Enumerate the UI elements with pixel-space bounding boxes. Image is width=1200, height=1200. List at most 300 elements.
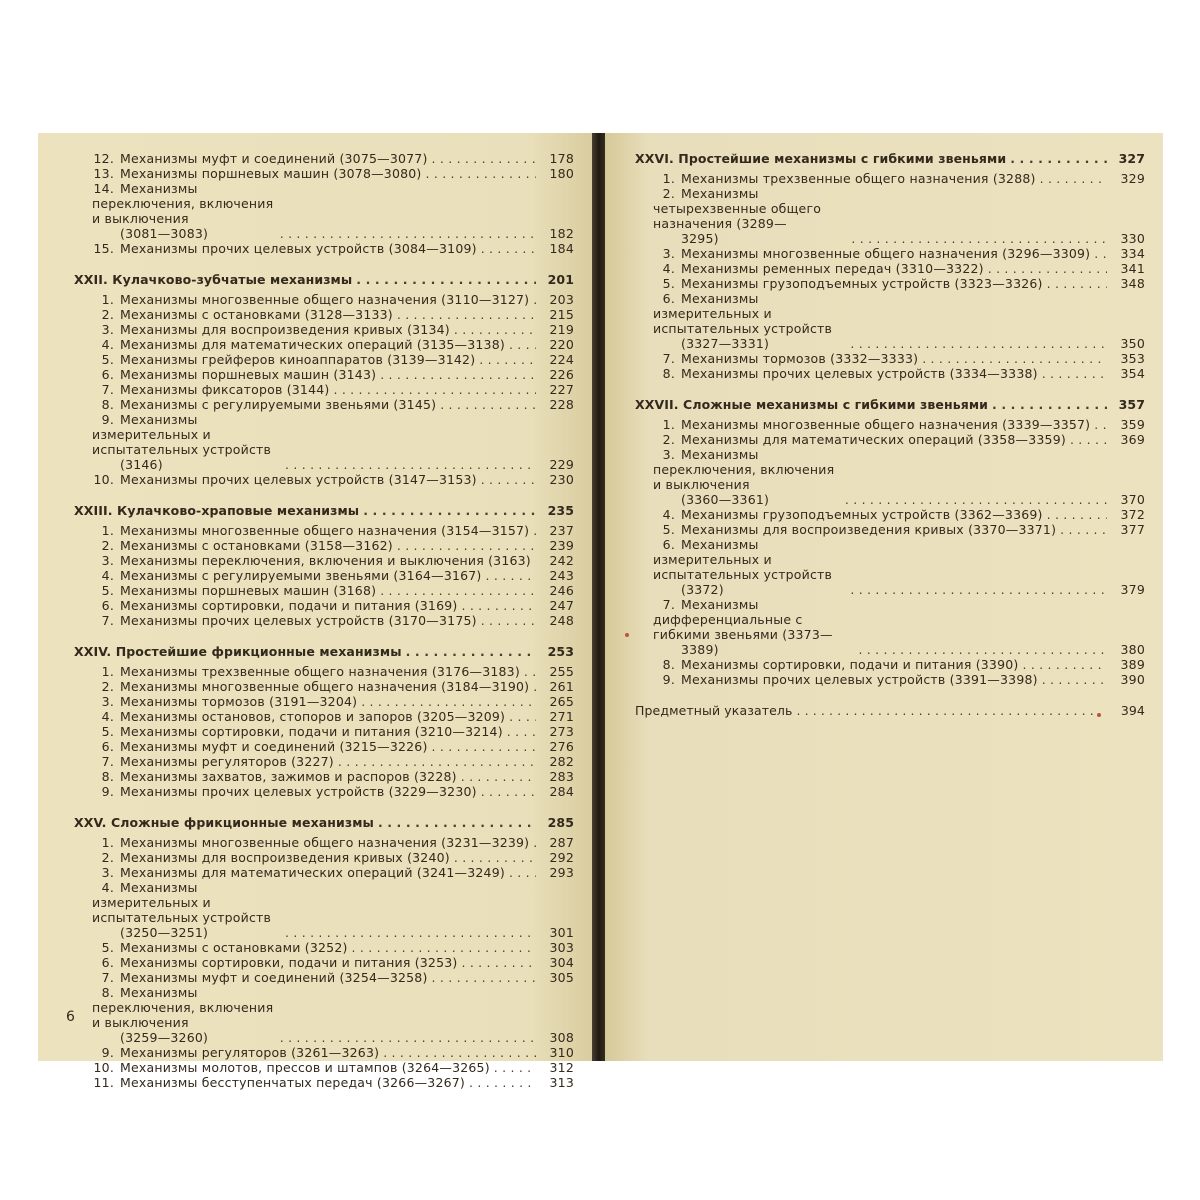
- toc-entry: [74, 151, 574, 166]
- dot-leader: [486, 568, 536, 583]
- entry-title: Механизмы для воспроизведения кривых (3134): [120, 322, 450, 337]
- entry-label: [92, 940, 348, 955]
- toc-entry: [635, 672, 1145, 687]
- entry-label: [92, 1060, 490, 1075]
- entry-page-number: 273: [549, 724, 574, 739]
- entry-page-number: 305: [549, 970, 574, 985]
- chapter-title: XXV. Сложные фрикционные механизмы: [74, 815, 374, 830]
- entry-label: [92, 382, 329, 397]
- entry-label: [92, 739, 428, 754]
- toc-entry: [74, 472, 574, 487]
- entry-label: [92, 553, 531, 568]
- entry-title-continuation: (3081—3083): [120, 226, 209, 241]
- entry-number: 9.: [101, 1045, 114, 1060]
- entry-label: [653, 261, 984, 276]
- entry-label: [92, 322, 450, 337]
- toc-entry: [635, 432, 1145, 447]
- entry-title: Механизмы сортировки, подачи и питания (3390): [681, 657, 1019, 672]
- toc-entry: [74, 568, 574, 583]
- entry-title: Механизмы прочих целевых устройств (3170—3175): [120, 613, 477, 628]
- dot-leader: [397, 307, 536, 322]
- entry-title: Механизмы многозвенные общего назначения (3184—3190): [120, 679, 530, 694]
- entry-page-number: 226: [549, 367, 574, 382]
- toc-entry: [74, 784, 574, 799]
- entry-label: [92, 709, 505, 724]
- entry-label: [92, 1045, 379, 1060]
- entry-page-number: 313: [549, 1075, 574, 1090]
- entry-number: 9.: [101, 784, 114, 799]
- entry-number: 8.: [101, 985, 114, 1000]
- entry-title-continuation: 3295): [681, 231, 719, 246]
- entry-label: [653, 672, 1038, 687]
- dot-leader: [481, 784, 536, 799]
- dot-leader: [1042, 366, 1107, 381]
- entry-label: [92, 292, 529, 307]
- chapter-title: Предметный указатель: [635, 703, 793, 718]
- entry-title: Механизмы для математических операций (3241—3249): [120, 865, 505, 880]
- entry-number: 2.: [662, 432, 675, 447]
- entry-page-number: 283: [549, 769, 574, 784]
- dot-leader: [280, 226, 536, 241]
- toc-entry: [74, 241, 574, 256]
- entry-title: Механизмы регуляторов (3261—3263): [120, 1045, 380, 1060]
- toc-entry: [74, 523, 574, 538]
- toc-entry: [74, 1045, 574, 1060]
- dot-leader: [454, 850, 536, 865]
- entry-label: [92, 367, 376, 382]
- entry-number: 8.: [101, 397, 114, 412]
- entry-page-number: 390: [1120, 672, 1145, 687]
- entry-page-number: 248: [549, 613, 574, 628]
- entry-number: 5.: [101, 724, 114, 739]
- entry-title: Механизмы регуляторов (3227): [120, 754, 334, 769]
- entry-number: 2.: [101, 679, 114, 694]
- toc-entry: [635, 291, 1145, 351]
- entry-number: 8.: [662, 657, 675, 672]
- entry-title: Механизмы переключения, включения и выключения: [92, 985, 274, 1030]
- entry-title: Механизмы измерительных и испытательных устройств: [92, 412, 272, 457]
- entry-label: [92, 568, 482, 583]
- entry-title: Механизмы трехзвенные общего назначения (3176—3183): [120, 664, 520, 679]
- entry-label: [92, 754, 334, 769]
- dot-leader: [988, 261, 1107, 276]
- entry-number: 4.: [101, 337, 114, 352]
- entry-label: [92, 166, 422, 181]
- toc-entry: [74, 1075, 574, 1090]
- entry-page-number: 287: [549, 835, 574, 850]
- entry-number: 3.: [101, 322, 114, 337]
- entry-title: Механизмы грузоподъемных устройств (3323—3326): [681, 276, 1043, 291]
- entry-label: [92, 397, 436, 412]
- entry-number: 6.: [662, 537, 675, 552]
- chapter-heading: [635, 397, 1145, 412]
- entry-label: [653, 276, 1043, 291]
- entry-label: [92, 598, 457, 613]
- chapter-page-number: 253: [547, 644, 574, 659]
- entry-title: Механизмы прочих целевых устройств (3391—3398): [681, 672, 1038, 687]
- entry-page-number: 242: [549, 553, 574, 568]
- dot-leader: [992, 397, 1107, 412]
- entry-page-number: 178: [549, 151, 574, 166]
- entry-page-number: 228: [549, 397, 574, 412]
- toc-entry: [74, 322, 574, 337]
- toc-entry: [635, 597, 1145, 657]
- chapter-heading: [74, 815, 574, 830]
- dot-leader: [1040, 171, 1107, 186]
- entry-title: Механизмы многозвенные общего назначения (3154—3157): [120, 523, 530, 538]
- dot-leader: [533, 292, 536, 307]
- dot-leader: [858, 642, 1107, 657]
- toc-entry: [74, 307, 574, 322]
- entry-number: 10.: [93, 472, 114, 487]
- entry-title: Механизмы для математических операций (3135—3138): [120, 337, 505, 352]
- entry-page-number: 247: [549, 598, 574, 613]
- entry-label: [653, 447, 841, 507]
- entry-title: Механизмы прочих целевых устройств (3084—3109): [120, 241, 477, 256]
- toc-entry: [74, 553, 574, 568]
- entry-number: 7.: [662, 597, 675, 612]
- entry-number: 12.: [93, 151, 114, 166]
- dot-leader: [285, 457, 536, 472]
- entry-page-number: 203: [549, 292, 574, 307]
- toc-entry: [74, 679, 574, 694]
- entry-label: [653, 246, 1090, 261]
- toc-entry: [74, 970, 574, 985]
- entry-title-continuation: (3372): [681, 582, 724, 597]
- entry-label: [653, 186, 847, 246]
- dot-leader: [280, 1030, 536, 1045]
- entry-label: [92, 769, 457, 784]
- toc-entry: [74, 940, 574, 955]
- entry-number: 2.: [101, 850, 114, 865]
- dot-leader: [533, 835, 536, 850]
- toc-entry: [74, 367, 574, 382]
- entry-page-number: 329: [1120, 171, 1145, 186]
- toc-entry: [635, 417, 1145, 432]
- toc-section: [74, 151, 574, 256]
- entry-title: Механизмы сортировки, подачи и питания (3169): [120, 598, 458, 613]
- dot-leader: [481, 241, 536, 256]
- dot-leader: [1094, 417, 1107, 432]
- entry-label: [653, 522, 1056, 537]
- entry-label: [92, 985, 276, 1045]
- entry-page-number: 359: [1120, 417, 1145, 432]
- entry-number: 3.: [662, 447, 675, 462]
- entry-title: Механизмы муфт и соединений (3075—3077): [120, 151, 428, 166]
- dot-leader: [1022, 657, 1107, 672]
- entry-page-number: 354: [1120, 366, 1145, 381]
- entry-number: 15.: [93, 241, 114, 256]
- chapter-heading: [74, 272, 574, 287]
- entry-title: Механизмы с регулируемыми звеньями (3164—3167): [120, 568, 482, 583]
- toc-section: [635, 151, 1145, 381]
- toc-entry: [74, 865, 574, 880]
- entry-number: 3.: [662, 246, 675, 261]
- entry-page-number: 310: [549, 1045, 574, 1060]
- entry-page-number: 389: [1120, 657, 1145, 672]
- entry-page-number: 239: [549, 538, 574, 553]
- entry-page-number: 341: [1120, 261, 1145, 276]
- toc-entry: [74, 835, 574, 850]
- dot-leader: [479, 352, 536, 367]
- dot-leader: [469, 1075, 536, 1090]
- toc-entry: [74, 337, 574, 352]
- entry-title-continuation: (3259—3260): [120, 1030, 209, 1045]
- dot-leader: [533, 523, 536, 538]
- dot-leader: [432, 739, 536, 754]
- dot-leader: [426, 166, 537, 181]
- entry-title: Механизмы для воспроизведения кривых (3240): [120, 850, 450, 865]
- dot-leader: [1070, 432, 1107, 447]
- entry-label: [653, 432, 1066, 447]
- toc-section: [74, 644, 574, 799]
- entry-label: [653, 351, 918, 366]
- entry-title: Механизмы фиксаторов (3144): [120, 382, 330, 397]
- entry-title: Механизмы сортировки, подачи и питания (3210—3214): [120, 724, 503, 739]
- dot-leader: [524, 664, 536, 679]
- entry-label: [653, 537, 846, 597]
- dot-leader: [507, 724, 536, 739]
- entry-page-number: 282: [549, 754, 574, 769]
- entry-page-number: 271: [549, 709, 574, 724]
- entry-number: 5.: [101, 352, 114, 367]
- entry-label: [653, 417, 1090, 432]
- entry-number: 4.: [101, 880, 114, 895]
- toc-entry: [74, 292, 574, 307]
- dot-leader: [535, 553, 536, 568]
- entry-page-number: 224: [549, 352, 574, 367]
- entry-page-number: 227: [549, 382, 574, 397]
- toc-entry: [74, 769, 574, 784]
- entry-label: [92, 538, 393, 553]
- chapter-heading: [74, 503, 574, 518]
- entry-title: Механизмы захватов, зажимов и распоров (3228): [120, 769, 457, 784]
- dot-leader: [1060, 522, 1107, 537]
- entry-page-number: 334: [1120, 246, 1145, 261]
- entry-page-number: 182: [549, 226, 574, 241]
- page-number: 6: [66, 1009, 75, 1025]
- entry-title: Механизмы поршневых машин (3078—3080): [120, 166, 422, 181]
- entry-number: 7.: [101, 970, 114, 985]
- entry-label: [92, 784, 477, 799]
- index-heading: [635, 703, 1145, 718]
- entry-title: Механизмы тормозов (3191—3204): [120, 694, 358, 709]
- entry-number: 5.: [101, 583, 114, 598]
- toc-entry: [74, 880, 574, 940]
- dot-leader: [363, 503, 536, 518]
- chapter-title: XXIV. Простейшие фрикционные механизмы: [74, 644, 402, 659]
- entry-page-number: 308: [549, 1030, 574, 1045]
- entry-title: Механизмы прочих целевых устройств (3147—3153): [120, 472, 477, 487]
- entry-number: 4.: [662, 507, 675, 522]
- chapter-page-number: 235: [547, 503, 574, 518]
- toc-section: [74, 815, 574, 1090]
- toc-entry: [635, 447, 1145, 507]
- entry-title: Механизмы грузоподъемных устройств (3362—3369): [681, 507, 1043, 522]
- entry-title: Механизмы прочих целевых устройств (3334—3338): [681, 366, 1038, 381]
- entry-page-number: 369: [1120, 432, 1145, 447]
- entry-page-number: 380: [1120, 642, 1145, 657]
- entry-title: Механизмы для математических операций (3358—3359): [681, 432, 1066, 447]
- entry-page-number: 219: [549, 322, 574, 337]
- toc-right-column: [635, 151, 1145, 734]
- entry-page-number: 229: [549, 457, 574, 472]
- entry-title: Механизмы переключения, включения и выключения (3163): [120, 553, 531, 568]
- entry-label: [92, 151, 428, 166]
- toc-entry: [74, 583, 574, 598]
- entry-label: [92, 412, 281, 472]
- dot-leader: [1094, 246, 1107, 261]
- entry-title-continuation: 3389): [681, 642, 719, 657]
- toc-entry: [74, 1060, 574, 1075]
- toc-section: [74, 272, 574, 487]
- dot-leader: [1047, 507, 1107, 522]
- entry-number: 8.: [662, 366, 675, 381]
- entry-title-continuation: (3146): [120, 457, 163, 472]
- entry-title: Механизмы для воспроизведения кривых (3370—3371): [681, 522, 1057, 537]
- paper-speck: [625, 633, 629, 637]
- entry-number: 1.: [101, 292, 114, 307]
- entry-number: 3.: [101, 865, 114, 880]
- entry-label: [92, 880, 281, 940]
- entry-title: Механизмы ременных передач (3310—3322): [681, 261, 984, 276]
- entry-title: Механизмы многозвенные общего назначения (3296—3309): [681, 246, 1091, 261]
- dot-leader: [494, 1060, 536, 1075]
- entry-title: Механизмы муфт и соединений (3215—3226): [120, 739, 428, 754]
- entry-page-number: 255: [549, 664, 574, 679]
- toc-entry: [74, 709, 574, 724]
- entry-title: Механизмы бесступенчатых передач (3266—3267): [120, 1075, 465, 1090]
- entry-page-number: 370: [1120, 492, 1145, 507]
- dot-leader: [850, 582, 1107, 597]
- dot-leader: [509, 709, 536, 724]
- entry-title: Механизмы поршневых машин (3168): [120, 583, 377, 598]
- entry-label: [92, 613, 477, 628]
- dot-leader: [533, 679, 536, 694]
- entry-number: 7.: [101, 382, 114, 397]
- toc-entry: [74, 985, 574, 1045]
- toc-entry: [74, 739, 574, 754]
- dot-leader: [383, 1045, 536, 1060]
- toc-section: [635, 397, 1145, 687]
- dot-leader: [356, 272, 536, 287]
- entry-title: Механизмы поршневых машин (3143): [120, 367, 377, 382]
- toc-entry: [74, 955, 574, 970]
- toc-entry: [74, 382, 574, 397]
- entry-page-number: 312: [549, 1060, 574, 1075]
- entry-page-number: 220: [549, 337, 574, 352]
- chapter-heading: [74, 644, 574, 659]
- entry-page-number: 243: [549, 568, 574, 583]
- entry-number: 9.: [101, 412, 114, 427]
- entry-number: 5.: [662, 276, 675, 291]
- entry-title-continuation: (3360—3361): [681, 492, 770, 507]
- dot-leader: [380, 583, 536, 598]
- toc-entry: [74, 694, 574, 709]
- toc-entry: [74, 850, 574, 865]
- entry-label: [92, 352, 475, 367]
- toc-section: [74, 503, 574, 628]
- entry-page-number: 293: [549, 865, 574, 880]
- entry-number: 1.: [101, 664, 114, 679]
- entry-page-number: 379: [1120, 582, 1145, 597]
- toc-entry: [74, 613, 574, 628]
- entry-label: [92, 970, 428, 985]
- entry-number: 2.: [101, 538, 114, 553]
- entry-title: Механизмы муфт и соединений (3254—3258): [120, 970, 428, 985]
- dot-leader: [481, 613, 536, 628]
- entry-number: 9.: [662, 672, 675, 687]
- left-page: [38, 133, 594, 1090]
- entry-number: 6.: [101, 739, 114, 754]
- entry-label: [92, 865, 505, 880]
- entry-number: 4.: [662, 261, 675, 276]
- entry-label: [653, 291, 846, 351]
- entry-page-number: 330: [1120, 231, 1145, 246]
- toc-entry: [74, 181, 574, 241]
- entry-title: Механизмы многозвенные общего назначения (3339—3357): [681, 417, 1091, 432]
- toc-entry: [635, 186, 1145, 246]
- entry-label: [92, 1075, 465, 1090]
- toc-entry: [635, 522, 1145, 537]
- entry-label: [92, 664, 520, 679]
- toc-entry: [74, 754, 574, 769]
- entry-label: [653, 507, 1043, 522]
- dot-leader: [440, 397, 536, 412]
- dot-leader: [461, 955, 536, 970]
- toc-entry: [635, 261, 1145, 276]
- dot-leader: [397, 538, 536, 553]
- entry-page-number: 284: [549, 784, 574, 799]
- entry-number: 7.: [101, 613, 114, 628]
- chapter-title: XXVII. Сложные механизмы с гибкими звеньями: [635, 397, 989, 412]
- entry-number: 5.: [101, 940, 114, 955]
- entry-label: [92, 181, 276, 241]
- dot-leader: [338, 754, 536, 769]
- entry-page-number: 292: [549, 850, 574, 865]
- entry-title: Механизмы с остановками (3158—3162): [120, 538, 393, 553]
- dot-leader: [509, 865, 536, 880]
- entry-label: [92, 337, 505, 352]
- dot-leader: [851, 231, 1107, 246]
- toc-entry: [635, 351, 1145, 366]
- entry-label: [92, 523, 529, 538]
- entry-title: Механизмы измерительных и испытательных устройств: [653, 291, 833, 336]
- entry-page-number: 276: [549, 739, 574, 754]
- dot-leader: [850, 336, 1107, 351]
- entry-number: 4.: [101, 568, 114, 583]
- entry-label: [653, 171, 1036, 186]
- dot-leader: [922, 351, 1107, 366]
- entry-number: 4.: [101, 709, 114, 724]
- dot-leader: [406, 644, 536, 659]
- entry-number: 1.: [662, 417, 675, 432]
- toc-left-column: [74, 151, 574, 1106]
- entry-number: 8.: [101, 769, 114, 784]
- open-book: [38, 133, 1163, 1090]
- entry-title: Механизмы переключения, включения и выключения: [92, 181, 274, 226]
- entry-label: [92, 472, 477, 487]
- toc-entry: [74, 598, 574, 613]
- dot-leader: [461, 598, 536, 613]
- entry-label: [92, 850, 450, 865]
- entry-number: 5.: [662, 522, 675, 537]
- chapter-page-number: 394: [1120, 703, 1145, 718]
- dot-leader: [1047, 276, 1107, 291]
- entry-title: Механизмы многозвенные общего назначения (3110—3127): [120, 292, 530, 307]
- entry-title: Механизмы с регулируемыми звеньями (3145): [120, 397, 437, 412]
- entry-label: [92, 724, 503, 739]
